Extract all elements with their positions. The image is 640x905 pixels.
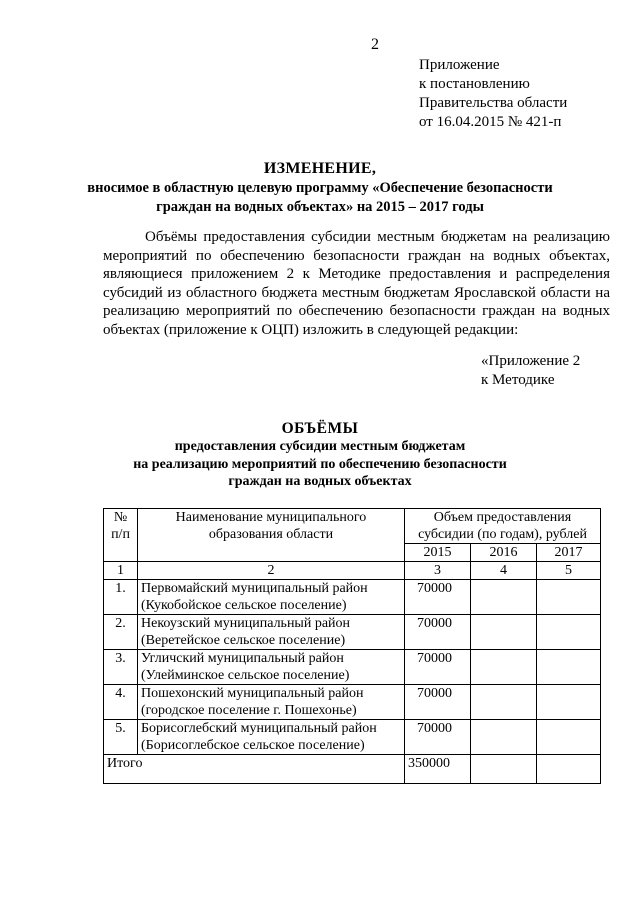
municipality-settlement: (Борисоглебское сельское поселение)	[141, 738, 365, 753]
row-municipality	[138, 615, 405, 650]
table-row	[104, 650, 601, 685]
table-row	[104, 615, 601, 650]
header-name-line: Наименование муниципального	[175, 510, 367, 525]
municipality-settlement: (Улейминское сельское поселение)	[141, 668, 350, 683]
year-2015: 2015	[405, 544, 471, 562]
header-num-line: №	[113, 510, 128, 525]
total-amount-2017	[537, 755, 601, 784]
row-amount-2017	[537, 720, 601, 755]
municipality-settlement: (Кукобойское сельское поселение)	[141, 598, 347, 613]
row-municipality	[138, 650, 405, 685]
row-number: 4.	[104, 685, 138, 720]
appendix-header	[419, 56, 567, 132]
row-amount-2015: 70000	[405, 580, 471, 615]
municipality-settlement: (Веретейское сельское поселение)	[141, 633, 346, 648]
change-subtitle-line: граждан на водных объектах» на 2015 – 2017 годы	[156, 199, 484, 215]
header-volume	[405, 509, 601, 544]
column-number: 2	[138, 562, 405, 580]
appendix2-reference	[481, 352, 580, 389]
row-number: 2.	[104, 615, 138, 650]
table-row	[104, 580, 601, 615]
row-amount-2016	[471, 685, 537, 720]
column-number: 3	[405, 562, 471, 580]
row-municipality	[138, 580, 405, 615]
row-amount-2015: 70000	[405, 650, 471, 685]
column-number: 4	[471, 562, 537, 580]
row-amount-2017	[537, 615, 601, 650]
municipality-district: Борисоглебский муниципальный район	[141, 721, 377, 736]
total-row	[104, 755, 601, 784]
row-amount-2017	[537, 650, 601, 685]
body-paragraph	[103, 228, 610, 339]
total-amount-2016	[471, 755, 537, 784]
row-municipality	[138, 685, 405, 720]
appendix2-line: к Методике	[481, 371, 555, 388]
header-volume-line: Объем предоставления	[433, 510, 572, 525]
page-number: 2	[371, 36, 379, 53]
appendix-header-line: от 16.04.2015 № 421-п	[419, 114, 562, 130]
column-number: 1	[104, 562, 138, 580]
row-amount-2016	[471, 615, 537, 650]
header-name-line: образования области	[208, 527, 334, 542]
row-amount-2015: 70000	[405, 720, 471, 755]
row-municipality	[138, 720, 405, 755]
municipality-district: Первомайский муниципальный район	[141, 581, 368, 596]
row-number: 1.	[104, 580, 138, 615]
volumes-title: ОБЪЁМЫ	[281, 420, 359, 437]
row-number: 5.	[104, 720, 138, 755]
municipality-district: Угличский муниципальный район	[141, 651, 344, 666]
row-amount-2017	[537, 685, 601, 720]
table-header-row	[104, 509, 601, 544]
header-num	[104, 509, 138, 562]
total-label: Итого	[104, 755, 405, 784]
body-paragraph-text: Объёмы предоставления субсидии местным бюджетам на реализацию мероприятий по обеспечению безопасности граждан на водных объектах, являющиеся приложением 2 к Методике предоставления и распределения субсидий из областного бюджета местным бюджетам Ярославской области на реализацию мероприятий по обеспечению безопасности граждан на водных объектах (приложение к ОЦП) изложить в следующей редакции:	[103, 229, 610, 338]
row-amount-2016	[471, 580, 537, 615]
year-2016: 2016	[471, 544, 537, 562]
appendix2-line: «Приложение 2	[481, 353, 581, 369]
row-amount-2015: 70000	[405, 615, 471, 650]
municipality-settlement: (городское поселение г. Пошехонье)	[141, 703, 357, 718]
row-number: 3.	[104, 650, 138, 685]
row-amount-2017	[537, 580, 601, 615]
total-amount-2015: 350000	[405, 755, 471, 784]
row-amount-2015: 70000	[405, 685, 471, 720]
subsidy-table	[103, 508, 601, 784]
change-subtitle	[0, 179, 640, 217]
appendix-header-line: Приложение	[419, 57, 500, 73]
municipality-district: Пошехонский муниципальный район	[141, 686, 364, 701]
volumes-subtitle	[0, 438, 640, 491]
year-2017: 2017	[537, 544, 601, 562]
header-num-line: п/п	[111, 527, 130, 542]
header-volume-line: субсидии (по годам), рублей	[418, 527, 587, 542]
change-subtitle-line: вносимое в областную целевую программу «Обеспечение безопасности	[87, 180, 553, 196]
appendix-header-line: к постановлению	[419, 76, 530, 92]
row-amount-2016	[471, 720, 537, 755]
municipality-district: Некоузский муниципальный район	[141, 616, 351, 631]
volumes-subtitle-line: на реализацию мероприятий по обеспечению безопасности	[133, 456, 507, 472]
column-number: 5	[537, 562, 601, 580]
volumes-subtitle-line: граждан на водных объектах	[228, 474, 412, 489]
row-amount-2016	[471, 650, 537, 685]
appendix-header-line: Правительства области	[419, 95, 568, 111]
header-name	[138, 509, 405, 562]
volumes-subtitle-line: предоставления субсидии местным бюджетам	[174, 439, 466, 454]
change-title: ИЗМЕНЕНИЕ,	[263, 160, 377, 177]
table-row	[104, 685, 601, 720]
table-row	[104, 720, 601, 755]
column-numbers-row	[104, 562, 601, 580]
